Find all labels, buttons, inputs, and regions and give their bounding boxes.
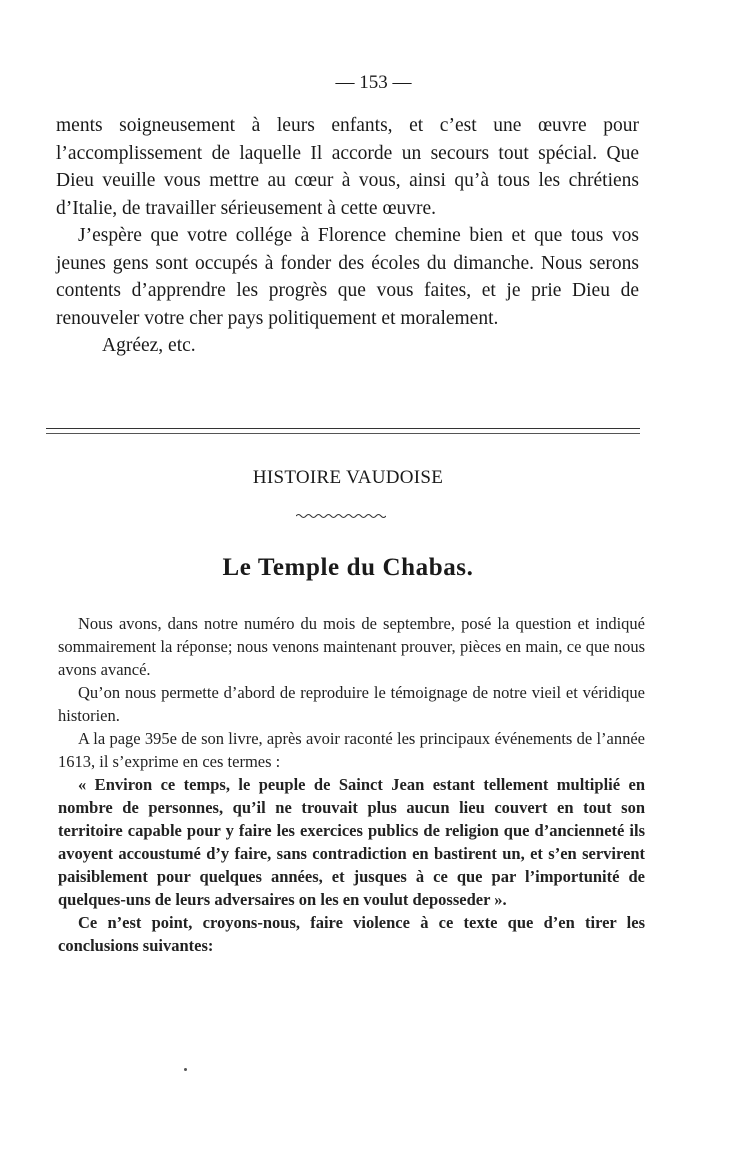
article-title: Le Temple du Chabas. [222,554,474,581]
letter-paragraph-1: ments soigneusement à leurs enfants, et c’est une œuvre pour l’accomplissement de laquelle Il accorde un secours tout spécial. Que Dieu veuille vous mettre au cœur à vous, ainsi qu’à tous les chrétiens d’Italie, de travailler sérieusement à cette œuvre. [56,115,639,219]
section-divider-bottom [46,433,640,434]
article-text [58,612,645,957]
article-quote: « Environ ce temps, le peuple de Sainct Jean estant tellement multiplié en nombre de personnes, qu’il ne trouvait plus aucun lieu couvert en tout son territoire capable pour y faire les exercices publics de religion que d’ancienneté ils avoyent accoustumé d’y faire, sans contradiction en bastirent un, et s’en servirent paisiblement pour quelques années, et jusques à ce que par l’importunité de quelques-uns de leurs adversaires on les en voulut deposseder ». [58,775,645,909]
letter-paragraph-2: J’espère que votre collége à Florence chemine bien et que tous vos jeunes gens sont occupés à fonder des écoles du dimanche. Nous serons contents d’apprendre les progrès que vous faites, et je prie Dieu de renouveler votre cher pays politiquement et moralement. [56,225,639,329]
ornament-squiggle [296,512,386,520]
letter-closing: Agréez, etc. [102,335,196,356]
page-number: — 153 — [335,72,412,93]
ink-speck [184,1068,187,1071]
section-title: HISTOIRE VAUDOISE [252,467,444,488]
article-paragraph-5: Ce n’est point, croyons-nous, faire violence à ce texte que d’en tirer les conclusions suivantes: [58,913,645,955]
article-paragraph-3: A la page 395e de son livre, après avoir raconté les principaux événements de l’année 1613, il s’exprime en ces termes : [58,729,645,771]
letter-text [56,112,639,360]
article-paragraph-2: Qu’on nous permette d’abord de reproduire le témoignage de notre vieil et véridique historien. [58,683,645,725]
section-divider-top [46,428,640,429]
article-paragraph-1: Nous avons, dans notre numéro du mois de septembre, posé la question et indiqué sommairement la réponse; nous venons maintenant prouver, pièces en main, ce que nous avons avancé. [58,614,645,679]
